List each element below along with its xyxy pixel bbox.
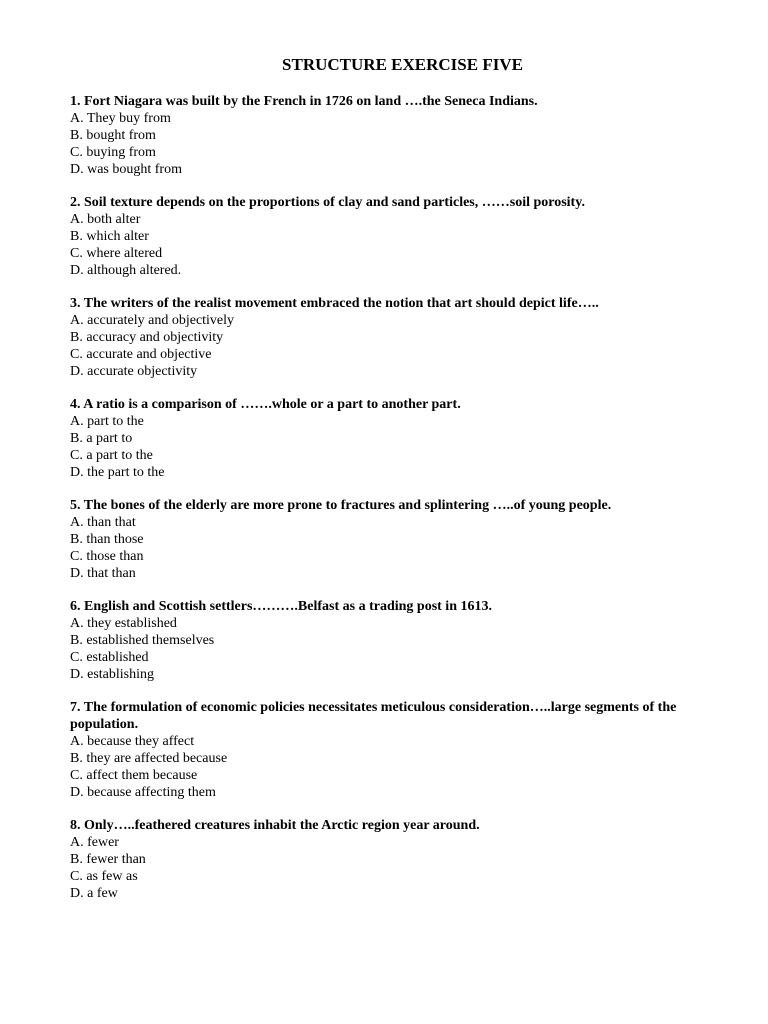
question-stem: 7. The formulation of economic policies necessitates meticulous consideration…..large segments of the population. xyxy=(70,700,677,732)
answer-option: B. they are affected because xyxy=(70,751,228,766)
answer-option: D. a few xyxy=(70,886,118,901)
answer-option: C. those than xyxy=(70,549,144,564)
answer-option: D. accurate objectivity xyxy=(70,364,198,379)
answer-option: C. where altered xyxy=(70,246,163,261)
question-3 xyxy=(70,295,710,380)
answer-option: B. fewer than xyxy=(70,852,146,867)
question-4 xyxy=(70,396,710,481)
answer-option: A. because they affect xyxy=(70,734,195,749)
answer-option: C. accurate and objective xyxy=(70,347,212,362)
question-8 xyxy=(70,817,710,902)
answer-option: D. was bought from xyxy=(70,162,182,177)
answer-option: B. than those xyxy=(70,532,144,547)
answer-option: C. buying from xyxy=(70,145,156,160)
answer-option: A. fewer xyxy=(70,835,119,850)
question-7 xyxy=(70,699,710,801)
answer-option: D. the part to the xyxy=(70,465,165,480)
question-2 xyxy=(70,194,710,279)
answer-option: B. accuracy and objectivity xyxy=(70,330,224,345)
answer-option: D. because affecting them xyxy=(70,785,216,800)
question-5 xyxy=(70,497,710,582)
answer-option: B. bought from xyxy=(70,128,156,143)
answer-option: D. although altered. xyxy=(70,263,182,278)
question-stem: 5. The bones of the elderly are more prone to fractures and splintering …..of young people. xyxy=(70,498,612,513)
question-1 xyxy=(70,93,710,178)
answer-option: A. They buy from xyxy=(70,111,171,126)
answer-option: A. they established xyxy=(70,616,177,631)
answer-option: A. accurately and objectively xyxy=(70,313,235,328)
question-6 xyxy=(70,598,710,683)
document-page xyxy=(70,54,710,918)
answer-option: B. which alter xyxy=(70,229,149,244)
question-stem: 4. A ratio is a comparison of …….whole or a part to another part. xyxy=(70,397,461,412)
question-stem: 8. Only…..feathered creatures inhabit the Arctic region year around. xyxy=(70,818,480,833)
answer-option: D. that than xyxy=(70,566,136,581)
question-list xyxy=(70,93,710,902)
answer-option: A. than that xyxy=(70,515,136,530)
answer-option: C. established xyxy=(70,650,149,665)
answer-option: C. a part to the xyxy=(70,448,153,463)
answer-option: C. as few as xyxy=(70,869,138,884)
answer-option: A. part to the xyxy=(70,414,144,429)
answer-option: D. establishing xyxy=(70,667,154,682)
answer-option: A. both alter xyxy=(70,212,141,227)
answer-option: B. a part to xyxy=(70,431,133,446)
page-title: STRUCTURE EXERCISE FIVE xyxy=(282,55,523,74)
question-stem: 1. Fort Niagara was built by the French in 1726 on land ….the Seneca Indians. xyxy=(70,94,538,109)
answer-option: C. affect them because xyxy=(70,768,198,783)
question-stem: 6. English and Scottish settlers……….Belfast as a trading post in 1613. xyxy=(70,599,492,614)
question-stem: 3. The writers of the realist movement embraced the notion that art should depict life….. xyxy=(70,296,599,311)
question-stem: 2. Soil texture depends on the proportions of clay and sand particles, ……soil porosity. xyxy=(70,195,585,210)
answer-option: B. established themselves xyxy=(70,633,215,648)
